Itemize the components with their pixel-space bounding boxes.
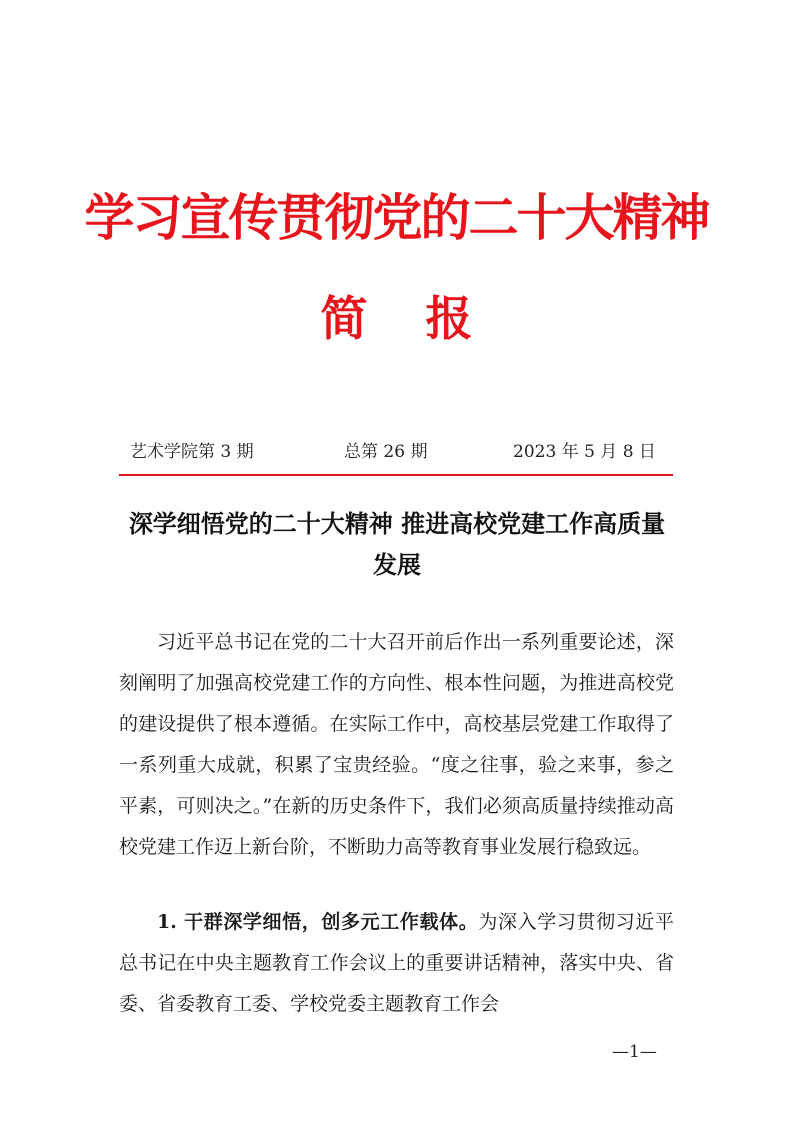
total-issue-number: 总第 26 期: [344, 442, 428, 462]
masthead-divider: [119, 474, 673, 476]
article-title: 深学细悟党的二十大精神 推进高校党建工作高质量发展: [128, 509, 666, 579]
paragraph-2-body: 为深入学习贯彻习近平总书记在中央主题教育工作会议上的重要讲话精神，落实中央、省委、省委教育工委、学校党委主题教育工作会: [119, 911, 674, 1015]
masthead-subtitle-right: 报: [425, 292, 473, 347]
college-issue-number: 艺术学院第 3 期: [130, 442, 254, 462]
masthead-subtitle-left: 简: [320, 292, 368, 347]
paragraph-2-lead: 1. 干群深学细悟，创多元工作载体。: [157, 911, 479, 933]
page-number: —1—: [612, 1042, 657, 1062]
masthead-subtitle: [0, 292, 793, 348]
issue-date: 2023 年 5 月 8 日: [513, 442, 656, 462]
article-paragraph-1: 习近平总书记在党的二十大召开前后作出一系列重要论述，深刻阐明了加强高校党建工作的方向性、根本性问题，为推进高校党的建设提供了根本遵循。在实际工作中，高校基层党建工作取得了一系列重大成就，积累了宝贵经验。“度之往事，验之来事，参之平素，可则决之。”在新的历史条件下，我们必须高质量持续推动高校党建工作迈上新台阶，不断助力高等教育事业发展行稳致远。: [119, 631, 674, 858]
masthead-title: 学习宣传贯彻党的二十大精神: [84, 188, 709, 247]
article-paragraph-2: [119, 902, 674, 1025]
